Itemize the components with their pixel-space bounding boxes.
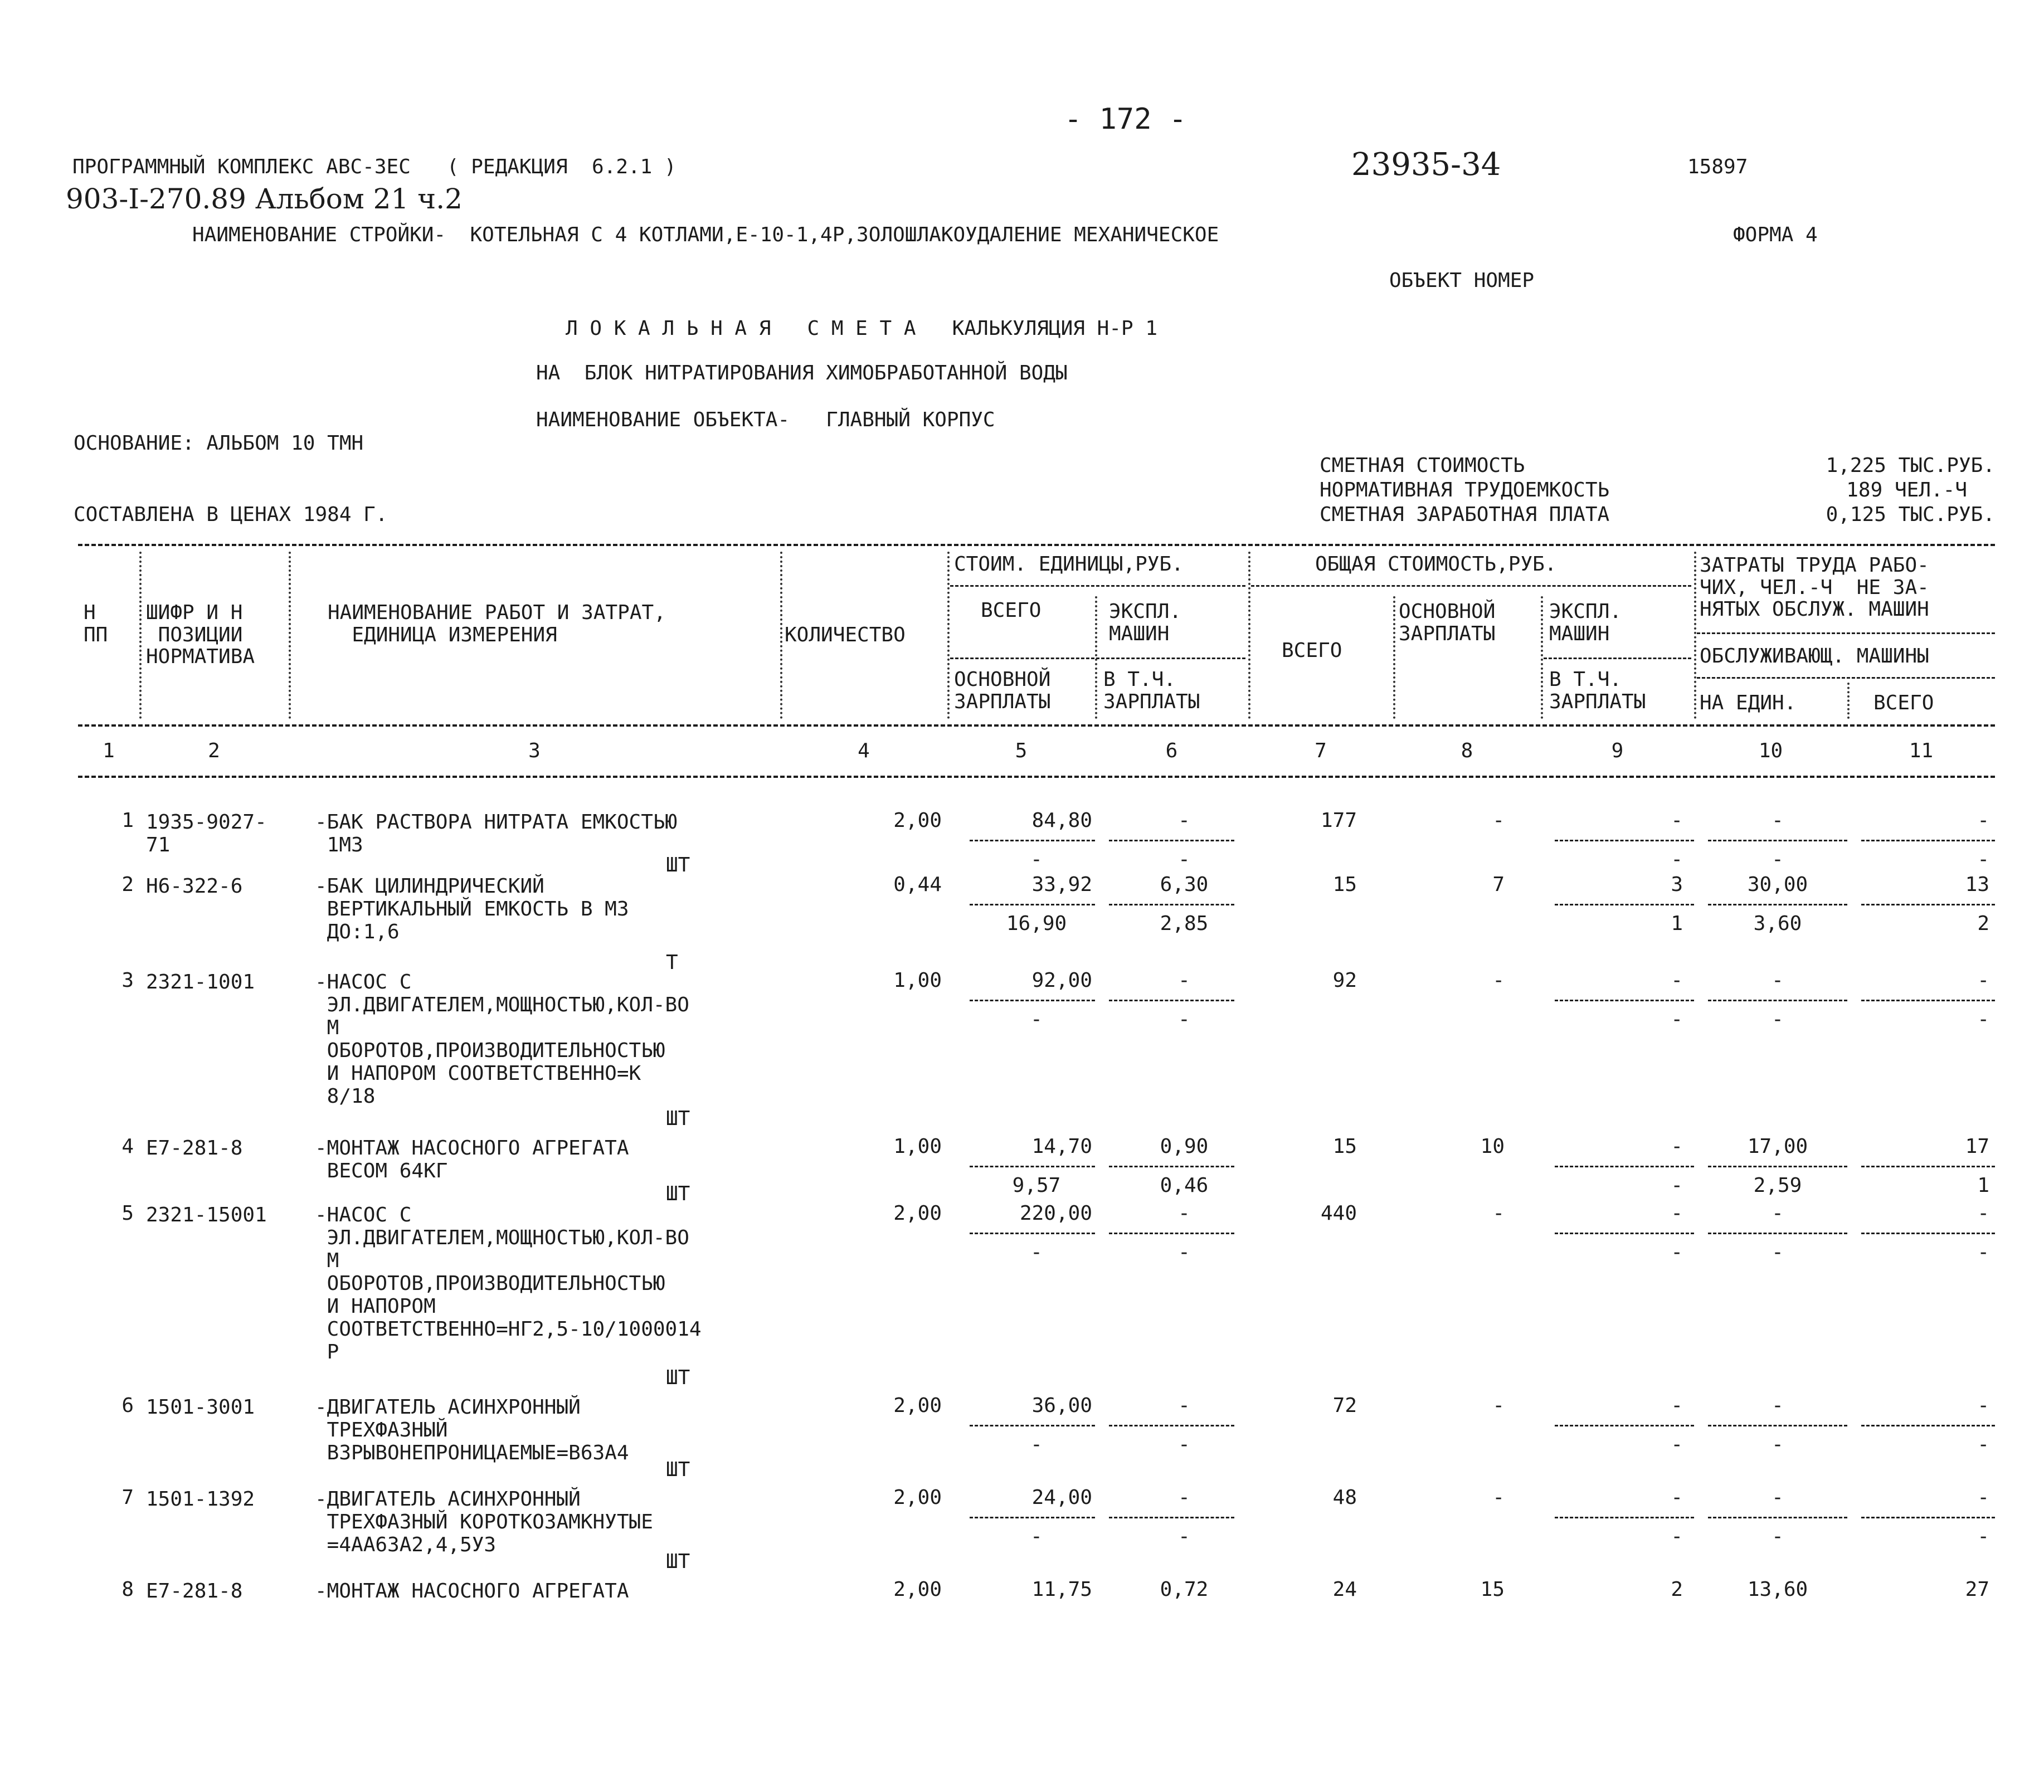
- header-col-5-bottom: ОСНОВНОЙ ЗАРПЛАТЫ: [954, 668, 1051, 713]
- column-separator: [139, 552, 142, 719]
- row-quantity: 0,44: [893, 873, 942, 896]
- header-col-6-top: ЭКСПЛ. МАШИН: [1109, 600, 1182, 645]
- row-number: 3: [121, 969, 134, 992]
- cell-underline: [1109, 1517, 1234, 1518]
- row-unit-cost-machines: 6,30: [1160, 873, 1209, 896]
- header-rule: [1697, 632, 1995, 634]
- header-col-6-bottom: В Т.Ч. ЗАРПЛАТЫ: [1103, 668, 1200, 713]
- header-total-cost: ОБЩАЯ СТОИМОСТЬ,РУБ.: [1315, 553, 1557, 576]
- cell-underline: [970, 1000, 1095, 1001]
- row-unit-cost-total: 11,75: [1031, 1578, 1092, 1601]
- cell-underline: [1109, 904, 1234, 905]
- cell-underline: [1555, 1000, 1694, 1001]
- header-rule: [950, 585, 1245, 587]
- row-unit-wage: -: [1030, 1525, 1043, 1548]
- row-unit: ШТ: [666, 1366, 690, 1389]
- column-separator: [780, 552, 782, 719]
- row-unit-cost-total: 33,92: [1031, 873, 1092, 896]
- header-rule: [950, 658, 1245, 659]
- cell-underline: [1109, 840, 1234, 841]
- row-labor-per-unit: -: [1772, 1202, 1784, 1225]
- row-number: 5: [121, 1202, 134, 1225]
- row-code: 1501-1392: [146, 1488, 255, 1511]
- row-total-machines: -: [1671, 969, 1683, 992]
- row-total: 24: [1332, 1578, 1357, 1601]
- row-labor2-per-unit: -: [1772, 1241, 1784, 1264]
- document-number: 15897: [1687, 155, 1748, 178]
- row-total-wages: 7: [1492, 873, 1505, 896]
- col-number: 10: [1758, 739, 1783, 762]
- row-labor-total: -: [1977, 809, 1989, 832]
- row-labor-per-unit: 17,00: [1747, 1135, 1808, 1158]
- row-labor2-per-unit: -: [1772, 1433, 1784, 1456]
- page-number: - 172 -: [1064, 103, 1187, 136]
- row-unit-cost-total: 84,80: [1031, 809, 1092, 832]
- cell-underline: [1555, 840, 1694, 841]
- row-unit: ШТ: [666, 1458, 690, 1481]
- cell-underline: [1861, 1517, 1995, 1518]
- row-unit-cost-machines: -: [1178, 1394, 1190, 1417]
- summary-wage-label: СМЕТНАЯ ЗАРАБОТНАЯ ПЛАТА: [1320, 503, 1610, 526]
- cell-underline: [970, 1425, 1095, 1426]
- row-unit-machine-wage: 2,85: [1160, 912, 1209, 935]
- row-machine-wage-total: -: [1671, 1174, 1683, 1197]
- row-code: 2321-1001: [146, 971, 255, 994]
- summary-cost-label: СМЕТНАЯ СТОИМОСТЬ: [1320, 454, 1525, 477]
- row-labor2-per-unit: -: [1772, 848, 1784, 871]
- row-number: 4: [121, 1135, 134, 1158]
- row-code: 2321-15001: [146, 1204, 267, 1226]
- row-number: 7: [121, 1486, 134, 1509]
- row-code: 1501-3001: [146, 1396, 255, 1419]
- row-quantity: 2,00: [893, 1486, 942, 1509]
- row-total-wages: -: [1492, 1486, 1505, 1509]
- row-unit-machine-wage: 0,46: [1160, 1174, 1209, 1197]
- software-line: ПРОГРАММНЫЙ КОМПЛЕКС АВС-3ЕС ( РЕДАКЦИЯ 6.2.1 ): [72, 155, 677, 178]
- row-labor-total: -: [1977, 969, 1989, 992]
- row-number: 6: [121, 1394, 134, 1417]
- row-total: 15: [1332, 873, 1357, 896]
- header-col-7: ВСЕГО: [1282, 639, 1342, 662]
- row-labor2-total: -: [1977, 1008, 1989, 1031]
- row-total: 177: [1320, 809, 1357, 832]
- row-machine-wage-total: -: [1671, 848, 1683, 871]
- row-total: 92: [1332, 969, 1357, 992]
- row-unit-wage: -: [1030, 1433, 1043, 1456]
- row-total-wages: -: [1492, 969, 1505, 992]
- row-machine-wage-total: -: [1671, 1241, 1683, 1264]
- row-unit-cost-total: 14,70: [1031, 1135, 1092, 1158]
- row-labor-per-unit: -: [1772, 809, 1784, 832]
- row-unit-cost-machines: -: [1178, 969, 1190, 992]
- col-number: 11: [1909, 739, 1934, 762]
- cell-underline: [1708, 1000, 1847, 1001]
- row-unit: Т: [666, 951, 678, 974]
- row-name: -ДВИГАТЕЛЬ АСИНХРОННЫЙ ТРЕХФАЗНЫЙ ВЗРЫВОНЕПРОНИЦАЕМЫЕ=В63А4: [315, 1396, 629, 1464]
- row-machine-wage-total: -: [1671, 1433, 1683, 1456]
- column-separator: [1694, 552, 1696, 719]
- object-number: ОБЪЕКТ НОМЕР: [1389, 269, 1535, 292]
- header-col-9-bottom: В Т.Ч. ЗАРПЛАТЫ: [1549, 668, 1646, 713]
- cell-underline: [1861, 904, 1995, 905]
- estimate-subject: НА БЛОК НИТРАТИРОВАНИЯ ХИМОБРАБОТАННОЙ ВОДЫ: [536, 362, 1068, 384]
- col-number: 5: [1015, 739, 1028, 762]
- header-labor-2: ОБСЛУЖИВАЮЩ. МАШИНЫ: [1700, 645, 1929, 668]
- row-total-machines: -: [1671, 809, 1683, 832]
- row-quantity: 2,00: [893, 1578, 942, 1601]
- row-unit-cost-total: 220,00: [1019, 1202, 1092, 1225]
- cell-underline: [970, 1166, 1095, 1167]
- row-labor-per-unit: 30,00: [1747, 873, 1808, 896]
- cell-underline: [1861, 1000, 1995, 1001]
- form-label: ФОРМА 4: [1733, 223, 1818, 246]
- row-total-machines: 3: [1671, 873, 1683, 896]
- header-rule: [1697, 677, 1995, 679]
- row-unit-cost-machines: -: [1178, 1486, 1190, 1509]
- column-separator: [289, 552, 291, 719]
- cell-underline: [970, 840, 1095, 841]
- col-number-rule: [78, 776, 1995, 778]
- summary-labor-value: 189 ЧЕЛ.-Ч: [1846, 479, 1967, 501]
- album-handwritten: 903-I-270.89 Альбом 21 ч.2: [66, 183, 463, 215]
- col-number: 6: [1165, 739, 1178, 762]
- row-machine-wage-total: -: [1671, 1008, 1683, 1031]
- column-separator: [1248, 552, 1250, 719]
- row-number: 2: [121, 873, 134, 896]
- row-total-machines: -: [1671, 1394, 1683, 1417]
- row-labor2-total: -: [1977, 1433, 1989, 1456]
- row-code: Е7-281-8: [146, 1137, 243, 1160]
- cell-underline: [1555, 1425, 1694, 1426]
- header-unit-cost: СТОИМ. ЕДИНИЦЫ,РУБ.: [954, 553, 1184, 576]
- row-unit-wage: -: [1030, 1008, 1043, 1031]
- row-total-wages: 15: [1480, 1578, 1505, 1601]
- cell-underline: [1109, 1166, 1234, 1167]
- cell-underline: [1555, 1517, 1694, 1518]
- row-labor-per-unit: 13,60: [1747, 1578, 1808, 1601]
- row-total: 15: [1332, 1135, 1357, 1158]
- row-total-machines: -: [1671, 1135, 1683, 1158]
- cell-underline: [1861, 1233, 1995, 1234]
- cell-underline: [1708, 1166, 1847, 1167]
- cell-underline: [1109, 1233, 1234, 1234]
- row-quantity: 2,00: [893, 809, 942, 832]
- estimate-title: Л О К А Л Ь Н А Я С М Е Т А КАЛЬКУЛЯЦИЯ Н-Р 1: [566, 317, 1158, 340]
- col-number: 2: [208, 739, 220, 762]
- col-number: 1: [103, 739, 115, 762]
- row-unit-cost-machines: 0,72: [1160, 1578, 1209, 1601]
- row-unit: ШТ: [666, 1550, 690, 1573]
- cell-underline: [1708, 1425, 1847, 1426]
- prices-year: СОСТАВЛЕНА В ЦЕНАХ 1984 Г.: [74, 503, 388, 526]
- row-unit-cost-machines: -: [1178, 809, 1190, 832]
- row-labor-total: 17: [1965, 1135, 1989, 1158]
- document-code-handwritten: 23935-34: [1351, 147, 1501, 183]
- row-labor2-total: 2: [1977, 912, 1989, 935]
- summary-labor-label: НОРМАТИВНАЯ ТРУДОЕМКОСТЬ: [1320, 479, 1610, 501]
- row-machine-wage-total: 1: [1671, 912, 1683, 935]
- cell-underline: [1109, 1425, 1234, 1426]
- header-col-code: ШИФР И Н ПОЗИЦИИ НОРМАТИВА: [146, 601, 255, 669]
- header-col-5-top: ВСЕГО: [981, 599, 1042, 622]
- row-unit: ШТ: [666, 1107, 690, 1130]
- row-unit-cost-total: 92,00: [1031, 969, 1092, 992]
- row-name: -ДВИГАТЕЛЬ АСИНХРОННЫЙ ТРЕХФАЗНЫЙ КОРОТКОЗАМКНУТЫЕ =4АА63А2,4,5У3: [315, 1488, 653, 1556]
- construction-name: НАИМЕНОВАНИЕ СТРОЙКИ- КОТЕЛЬНАЯ С 4 КОТЛАМИ,Е-10-1,4Р,ЗОЛОШЛАКОУДАЛЕНИЕ МЕХАНИЧЕСКОЕ: [192, 223, 1219, 246]
- row-labor2-per-unit: -: [1772, 1008, 1784, 1031]
- row-labor2-total: -: [1977, 1525, 1989, 1548]
- header-col-11: ВСЕГО: [1873, 692, 1934, 714]
- row-unit-wage: 9,57: [1012, 1174, 1061, 1197]
- header-labor: ЗАТРАТЫ ТРУДА РАБО- ЧИХ, ЧЕЛ.-Ч НЕ ЗА- НЯТЫХ ОБСЛУЖ. МАШИН: [1700, 554, 1929, 621]
- cell-underline: [1555, 1166, 1694, 1167]
- summary-wage-value: 0,125 ТЫС.РУБ.: [1826, 503, 1995, 526]
- header-col-10: НА ЕДИН.: [1700, 692, 1797, 714]
- row-unit-cost-total: 36,00: [1031, 1394, 1092, 1417]
- row-name: -МОНТАЖ НАСОСНОГО АГРЕГАТА ВЕСОМ 64КГ: [315, 1137, 629, 1182]
- row-labor-total: -: [1977, 1202, 1989, 1225]
- row-unit-machine-wage: -: [1178, 1008, 1190, 1031]
- col-number: 7: [1315, 739, 1327, 762]
- row-number: 8: [121, 1578, 134, 1601]
- row-unit-wage: -: [1030, 1241, 1043, 1264]
- row-total-machines: 2: [1671, 1578, 1683, 1601]
- row-total-wages: -: [1492, 1394, 1505, 1417]
- cell-underline: [1708, 1233, 1847, 1234]
- row-labor2-total: 1: [1977, 1174, 1989, 1197]
- cell-underline: [1708, 904, 1847, 905]
- row-unit-wage: 16,90: [1006, 912, 1067, 935]
- header-col-quantity: КОЛИЧЕСТВО: [785, 624, 906, 646]
- row-name: -МОНТАЖ НАСОСНОГО АГРЕГАТА: [315, 1580, 629, 1603]
- row-total-wages: 10: [1480, 1135, 1505, 1158]
- cell-underline: [1708, 840, 1847, 841]
- row-labor2-total: -: [1977, 1241, 1989, 1264]
- cell-underline: [970, 1517, 1095, 1518]
- cell-underline: [1861, 1166, 1995, 1167]
- row-unit-wage: -: [1030, 848, 1043, 871]
- row-unit-machine-wage: -: [1178, 1525, 1190, 1548]
- table-top-rule: [78, 544, 1995, 546]
- row-total-wages: -: [1492, 1202, 1505, 1225]
- summary-cost-value: 1,225 ТЫС.РУБ.: [1826, 454, 1995, 477]
- row-name: -БАК ЦИЛИНДРИЧЕСКИЙ ВЕРТИКАЛЬНЫЙ ЕМКОСТЬ В М3 ДО:1,6: [315, 875, 629, 943]
- row-unit: ШТ: [666, 854, 690, 876]
- col-number: 4: [858, 739, 870, 762]
- row-unit-machine-wage: -: [1178, 848, 1190, 871]
- row-machine-wage-total: -: [1671, 1525, 1683, 1548]
- cell-underline: [970, 1233, 1095, 1234]
- row-unit: ШТ: [666, 1182, 690, 1205]
- row-labor-per-unit: -: [1772, 1486, 1784, 1509]
- row-total: 72: [1332, 1394, 1357, 1417]
- cell-underline: [1109, 1000, 1234, 1001]
- row-name: -БАК РАСТВОРА НИТРАТА ЕМКОСТЬЮ 1М3: [315, 811, 678, 856]
- row-unit-cost-machines: -: [1178, 1202, 1190, 1225]
- row-total-machines: -: [1671, 1202, 1683, 1225]
- row-labor-per-unit: -: [1772, 969, 1784, 992]
- row-labor2-per-unit: 3,60: [1753, 912, 1802, 935]
- row-quantity: 1,00: [893, 1135, 942, 1158]
- cell-underline: [1555, 904, 1694, 905]
- row-code: Н6-322-6: [146, 875, 243, 898]
- cell-underline: [1708, 1517, 1847, 1518]
- row-labor2-per-unit: 2,59: [1753, 1174, 1802, 1197]
- row-total-wages: -: [1492, 809, 1505, 832]
- row-code: Е7-281-8: [146, 1580, 243, 1603]
- column-separator: [1541, 596, 1543, 719]
- column-separator: [1847, 683, 1850, 719]
- row-unit-machine-wage: -: [1178, 1241, 1190, 1264]
- basis: ОСНОВАНИЕ: АЛЬБОМ 10 ТМН: [74, 432, 364, 455]
- row-unit-cost-total: 24,00: [1031, 1486, 1092, 1509]
- row-labor-total: 27: [1965, 1578, 1989, 1601]
- row-quantity: 2,00: [893, 1394, 942, 1417]
- row-unit-machine-wage: -: [1178, 1433, 1190, 1456]
- cell-underline: [1861, 1425, 1995, 1426]
- header-col-name: НАИМЕНОВАНИЕ РАБОТ И ЗАТРАТ, ЕДИНИЦА ИЗМЕРЕНИЯ: [328, 601, 666, 646]
- row-labor-per-unit: -: [1772, 1394, 1784, 1417]
- row-labor2-total: -: [1977, 848, 1989, 871]
- col-number: 9: [1611, 739, 1624, 762]
- row-labor2-per-unit: -: [1772, 1525, 1784, 1548]
- header-bottom-rule: [78, 724, 1995, 727]
- row-total: 48: [1332, 1486, 1357, 1509]
- column-separator: [1393, 596, 1395, 719]
- row-labor-total: 13: [1965, 873, 1989, 896]
- header-rule: [1544, 658, 1691, 659]
- row-labor-total: -: [1977, 1394, 1989, 1417]
- col-number: 8: [1461, 739, 1473, 762]
- row-unit-cost-machines: 0,90: [1160, 1135, 1209, 1158]
- row-quantity: 2,00: [893, 1202, 942, 1225]
- header-col-number: Н ПП: [84, 601, 108, 646]
- row-quantity: 1,00: [893, 969, 942, 992]
- cell-underline: [970, 904, 1095, 905]
- header-col-8: ОСНОВНОЙ ЗАРПЛАТЫ: [1399, 600, 1496, 645]
- row-number: 1: [121, 809, 134, 832]
- row-name: -НАСОС С ЭЛ.ДВИГАТЕЛЕМ,МОЩНОСТЬЮ,КОЛ-ВО М ОБОРОТОВ,ПРОИЗВОДИТЕЛЬНОСТЬЮ И НАПОРОМ СООТВЕТСТВЕННО=К 8/18: [315, 971, 689, 1108]
- row-code: 1935-9027- 71: [146, 811, 267, 856]
- row-total-machines: -: [1671, 1486, 1683, 1509]
- cell-underline: [1555, 1233, 1694, 1234]
- row-labor-total: -: [1977, 1486, 1989, 1509]
- header-rule: [1251, 585, 1691, 587]
- row-total: 440: [1320, 1202, 1357, 1225]
- object-name: НАИМЕНОВАНИЕ ОБЪЕКТА- ГЛАВНЫЙ КОРПУС: [536, 408, 995, 431]
- column-separator: [947, 552, 950, 719]
- header-col-9-top: ЭКСПЛ. МАШИН: [1549, 600, 1622, 645]
- row-name: -НАСОС С ЭЛ.ДВИГАТЕЛЕМ,МОЩНОСТЬЮ,КОЛ-ВО М ОБОРОТОВ,ПРОИЗВОДИТЕЛЬНОСТЬЮ И НАПОРОМ СООТВЕТСТВЕННО=НГ2,5-10/1000014 Р: [315, 1204, 702, 1364]
- col-number: 3: [528, 739, 541, 762]
- cell-underline: [1861, 840, 1995, 841]
